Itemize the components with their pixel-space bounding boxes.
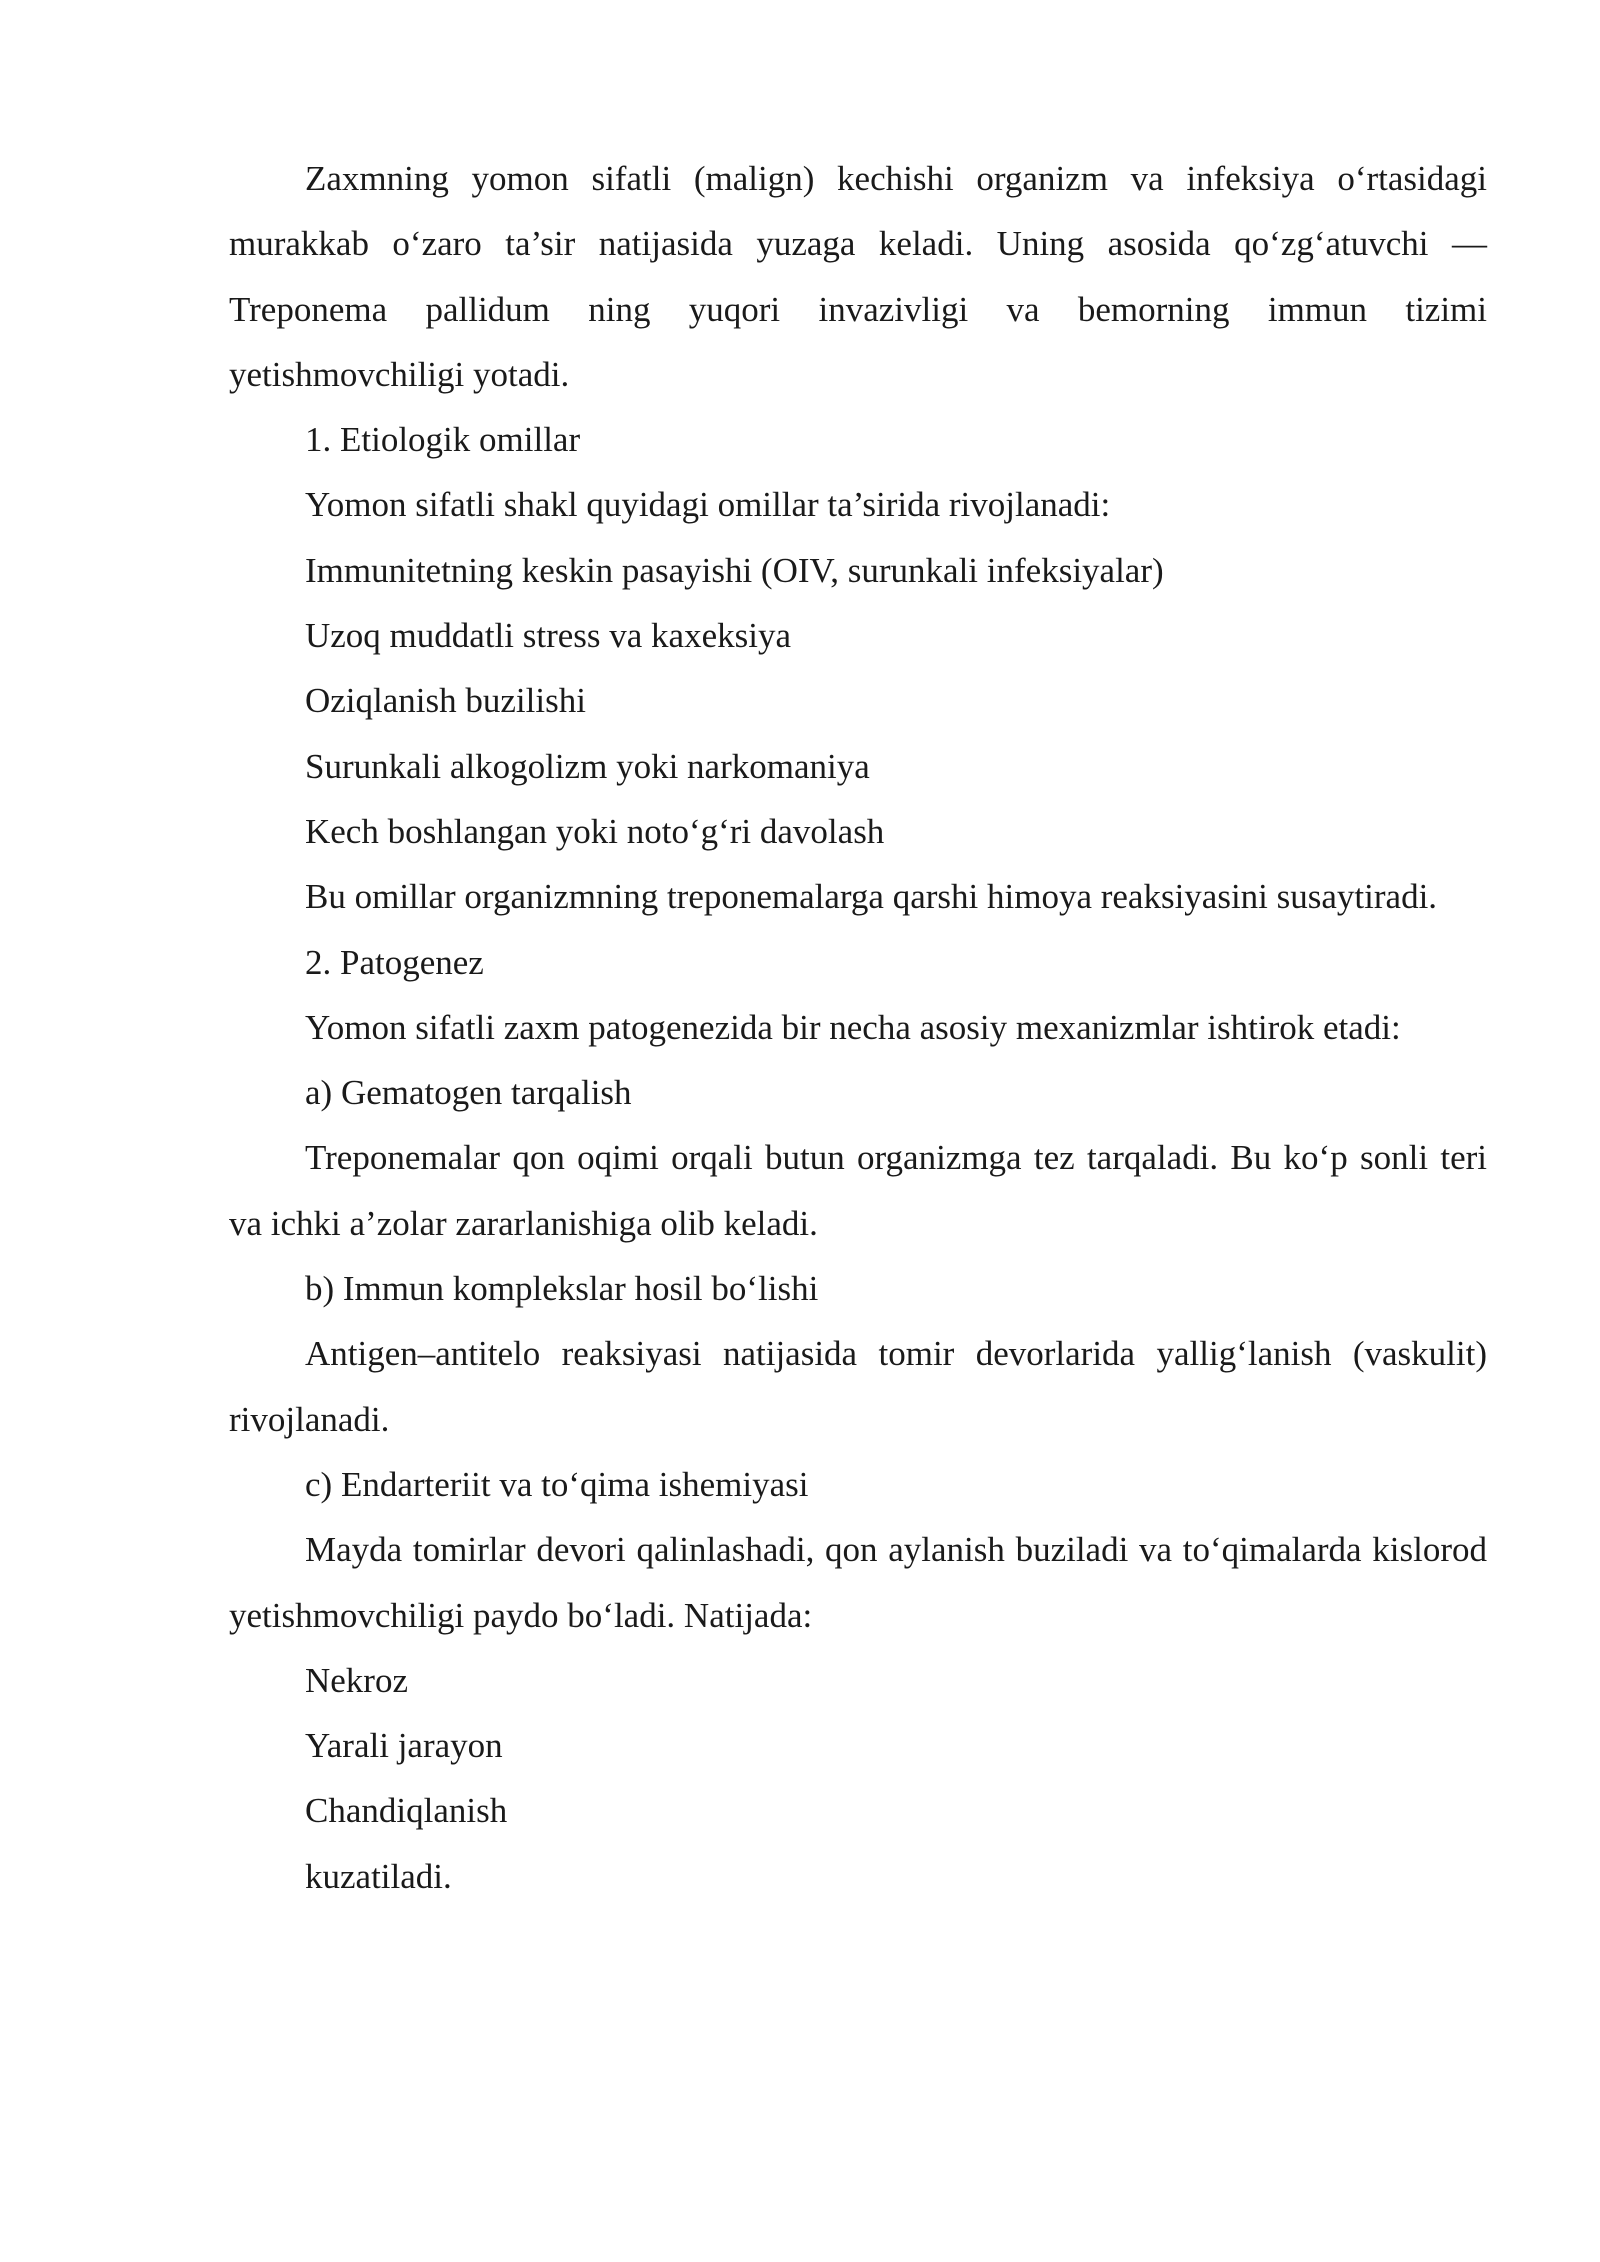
factor-item: Oziqlanish buzilishi (305, 681, 586, 721)
etiology-intro: Yomon sifatli shakl quyidagi omillar ta’sirida rivojlanadi: (305, 485, 1111, 525)
factor-item: Surunkali alkogolizm yoki narkomaniya (305, 746, 870, 786)
endarteritis-text: Mayda tomirlar devori qalinlashadi, qon aylanish buziladi va to‘qimalarda kislorod yetishmovchiligi paydo bo‘ladi. Natijada: (229, 1530, 1487, 1635)
factor-item: Immunitetning keskin pasayishi (OIV, surunkali infeksiyalar) (305, 550, 1164, 590)
section-heading-pathogenesis: 2. Patogenez (305, 942, 484, 982)
outcome-item: Nekroz (305, 1660, 409, 1700)
subheading-endarteritis: c) Endarteriit va to‘qima ishemiyasi (305, 1464, 809, 1504)
document-page (229, 146, 1487, 1909)
etiology-conclusion: Bu omillar organizmning treponemalarga qarshi himoya reaksiyasini susaytiradi. (305, 877, 1438, 917)
section-heading-etiology: 1. Etiologik omillar (305, 420, 581, 460)
outcome-item: Yarali jarayon (305, 1726, 503, 1766)
immune-complexes-text: Antigen–antitelo reaksiyasi natijasida tomir devorlarida yallig‘lanish (vaskulit) rivojlanadi. (229, 1334, 1487, 1439)
subheading-hematogenous: a) Gematogen tarqalish (305, 1073, 632, 1113)
pathogenesis-intro: Yomon sifatli zaxm patogenezida bir necha asosiy mexanizmlar ishtirok etadi: (305, 1007, 1401, 1047)
intro-paragraph: Zaxmning yomon sifatli (malign) kechishi organizm va infeksiya o‘rtasidagi murakkab o‘zaro ta’sir natijasida yuzaga keladi. Uning asosida qo‘zg‘atuvchi — Treponema pallidum ning yuqori invazivligi va bemorning immun tizimi yetishmovchiligi yotadi. (229, 159, 1487, 394)
hematogenous-text: Treponemalar qon oqimi orqali butun organizmga tez tarqaladi. Bu ko‘p sonli teri va ichki a’zolar zararlanishiga olib keladi. (229, 1138, 1487, 1243)
subheading-immune-complexes: b) Immun komplekslar hosil bo‘lishi (305, 1269, 819, 1309)
factor-item: Kech boshlangan yoki noto‘g‘ri davolash (305, 811, 885, 851)
outcome-item: Chandiqlanish (305, 1791, 508, 1831)
closing-line: kuzatiladi. (305, 1856, 452, 1896)
factor-item: Uzoq muddatli stress va kaxeksiya (305, 616, 792, 656)
